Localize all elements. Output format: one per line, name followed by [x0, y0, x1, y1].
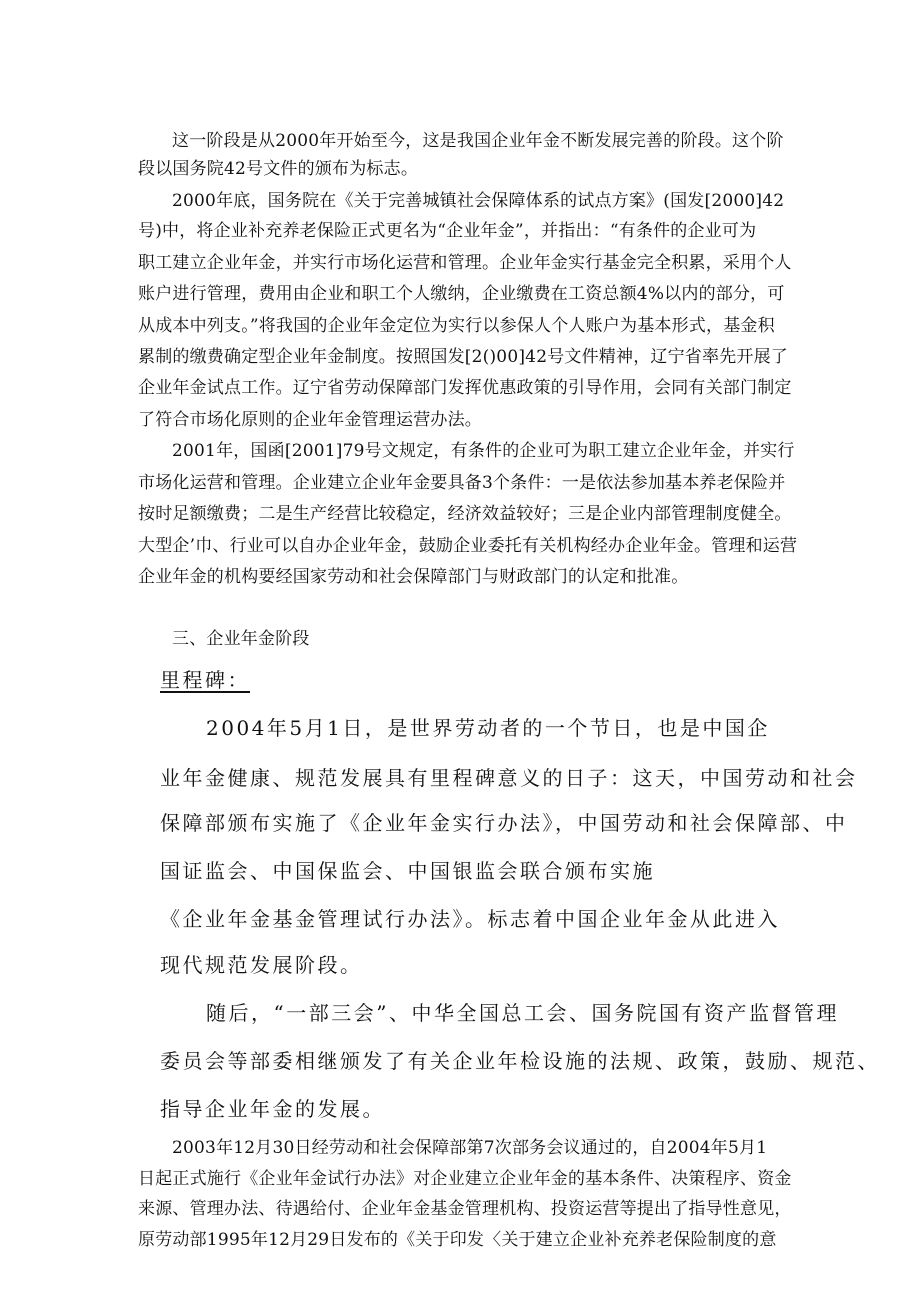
paragraph-line: 市场化运营和管理。企业建立企业年金要具备3个条件：一是依法参加基本养老保险并: [138, 473, 786, 493]
milestone-line: 2004年5月1日，是世界劳动者的一个节日，也是中国企: [206, 716, 770, 740]
paragraph-line: 账户进行管理，费用由企业和职工个人缴纳，企业缴费在工资总额4%以内的部分，可: [138, 284, 785, 304]
paragraph-line: 原劳动部1995年12月29日发布的《关于印发〈关于建立企业补充养老保险制度的意: [138, 1230, 777, 1250]
paragraph-line: 段以国务院42号文件的颁布为标志。: [138, 159, 419, 179]
paragraph-line: 2001年，国函[2001]79号文规定，有条件的企业可为职工建立企业年金，并实行: [172, 441, 795, 461]
paragraph-line: 企业年金试点工作。辽宁省劳动保障部门发挥优惠政策的引导作用，会同有关部门制定: [138, 378, 792, 398]
paragraph-line: 企业年金的机构要经国家劳动和社会保障部门与财政部门的认定和批准。: [138, 567, 689, 587]
section-heading: 三、企业年金阶段: [172, 629, 310, 649]
milestone-line: 现代规范发展阶段。: [160, 953, 363, 977]
paragraph-line: 按时足额缴费；二是生产经营比较稳定，经济效益较好；三是企业内部管理制度健全。: [138, 504, 792, 524]
milestone-label: 里程碑：: [160, 668, 250, 692]
paragraph-line: 职工建立企业年金，并实行市场化运营和管理。企业年金实行基金完全积累，采用个人: [138, 253, 792, 273]
paragraph-line: 从成本中列支。”将我国的企业年金定位为实行以参保人个人账户为基本形式，基金积: [138, 316, 775, 336]
paragraph-line: 来源、管理办法、待遇给付、企业年金基金管理机构、投资运营等提出了指导性意见，: [138, 1199, 792, 1219]
milestone-line: 保障部颁布实施了《企业年金实行办法》，中国劳动和社会保障部、中: [160, 811, 848, 835]
paragraph-line: 2000年底，国务院在《关于完善城镇社会保障体系的试点方案》(国发[2000]42: [172, 191, 785, 211]
paragraph-line: 号)中，将企业补充养老保险正式更名为“企业年金”，并指出：“有条件的企业可为: [138, 221, 757, 241]
milestone-line: 国证监会、中国保监会、中国银监会联合颁布实施: [160, 859, 655, 883]
milestone-line: 委员会等部委相继颁发了有关企业年检设施的法规、政策，鼓励、规范、: [160, 1049, 880, 1073]
milestone-line: 《企业年金基金管理试行办法》。标志着中国企业年金从此进入: [160, 907, 780, 931]
milestone-line: 指导企业年金的发展。: [160, 1097, 385, 1121]
paragraph-line: 累制的缴费确定型企业年金制度。按照国发[2()00]42号文件精神，辽宁省率先开展了: [138, 347, 789, 367]
paragraph-line: 了符合市场化原则的企业年金管理运营办法。: [138, 410, 482, 430]
paragraph-line: 2003年12月30日经劳动和社会保障部第7次部务会议通过的，自2004年5月1: [172, 1138, 768, 1158]
paragraph-line: 大型企’巾、行业可以自办企业年金，鼓励企业委托有关机构经办企业年金。管理和运营: [138, 536, 798, 556]
paragraph-line: 这一阶段是从2000年开始至今，这是我国企业年金不断发展完善的阶段。这个阶: [172, 131, 784, 151]
paragraph-line: 日起正式施行《企业年金试行办法》对企业建立企业年金的基本条件、决策程序、资金: [138, 1169, 792, 1189]
milestone-line: 业年金健康、规范发展具有里程碑意义的日子：这天，中国劳动和社会: [160, 766, 858, 790]
milestone-line: 随后，“一部三会”、中华全国总工会、国务院国有资产监督管理: [206, 1001, 839, 1025]
